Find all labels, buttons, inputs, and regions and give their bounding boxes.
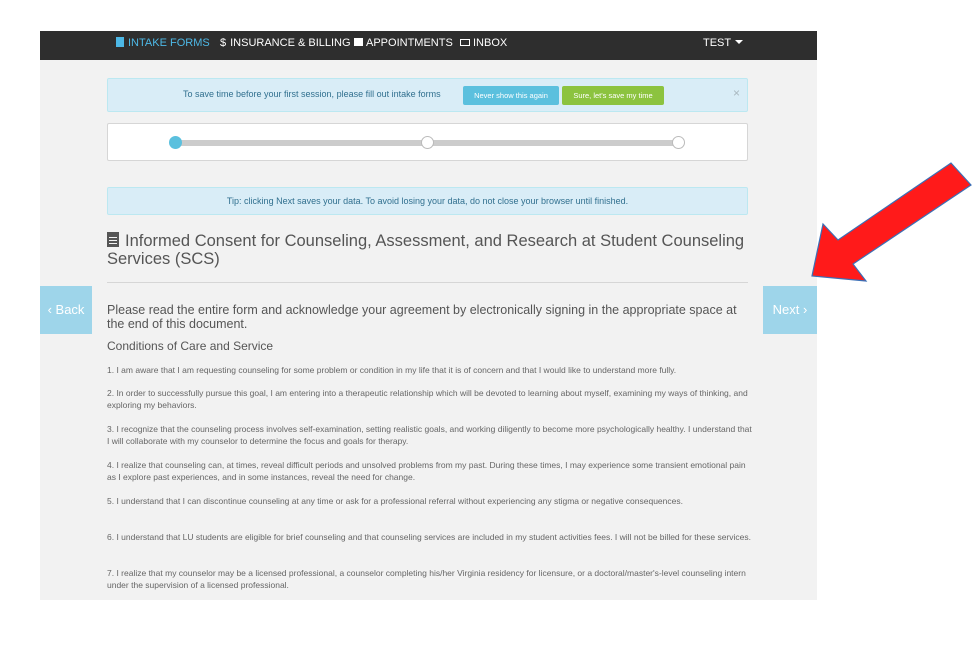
intake-alert <box>107 78 748 112</box>
envelope-icon <box>460 39 470 46</box>
nav-inbox[interactable] <box>460 31 507 60</box>
save-time-button[interactable]: Sure, let's save my time <box>562 86 664 105</box>
back-button[interactable]: ‹ Back <box>40 286 92 334</box>
nav-intake-forms[interactable] <box>116 31 210 60</box>
nav-intake-forms-label: INTAKE FORMS <box>128 37 210 49</box>
calendar-icon <box>354 38 363 46</box>
clause-5: 5. I understand that I can discontinue counseling at any time or ask for a professional referral without experiencing any stigma or negative consequences. <box>107 496 683 506</box>
user-menu-label: TEST <box>703 37 732 49</box>
form-intro: Please read the entire form and acknowledge your agreement by electronically signing in the appropriate space at the end of this document. <box>107 303 737 331</box>
section-heading: Conditions of Care and Service <box>107 339 274 353</box>
next-button[interactable]: Next › <box>763 286 817 334</box>
nav-inbox-label: INBOX <box>473 37 508 49</box>
close-icon[interactable]: × <box>732 86 740 100</box>
never-show-button[interactable]: Never show this again <box>463 86 559 105</box>
clause-2: 2. In order to successfully pursue this goal, I am entering into a therapeutic relationship which will be devoted to learning about myself, examining my ways of thinking, and exploring my behaviors. <box>107 388 748 410</box>
document-icon <box>116 37 124 47</box>
tip-banner: Tip: clicking Next saves your data. To avoid losing your data, do not close your browser until finished. <box>107 187 748 215</box>
step-3-dot[interactable] <box>672 136 685 149</box>
clause-1: 1. I am aware that I am requesting counseling for some problem or condition in my life that it is of concern and that I would like to understand more fully. <box>107 365 677 375</box>
progress-stepper <box>107 123 748 161</box>
document-icon <box>107 232 119 247</box>
alert-text: To save time before your first session, please fill out intake forms <box>183 89 441 99</box>
page-title <box>107 232 752 268</box>
nav-appointments[interactable] <box>354 31 453 60</box>
clause-6: 6. I understand that LU students are eligible for brief counseling and that counseling services are included in my student activities fees. I will not be billed for these services. <box>107 532 751 542</box>
nav-insurance-label: INSURANCE & BILLING <box>230 37 351 49</box>
step-2-dot[interactable] <box>421 136 434 149</box>
clause-3: 3. I recognize that the counseling process involves self-examination, setting realistic goals, and working diligently to become more psychologically healthy. I understand that I will collaborate with my counselor to determine the focus and goals for therapy. <box>107 424 752 446</box>
clause-7: 7. I realize that my counselor may be a licensed professional, a counselor completing his/her Virginia residency for licensure, or a doctoral/master's-level counseling intern under the supervision of a licensed professional. <box>107 568 746 590</box>
user-menu[interactable] <box>703 31 743 60</box>
step-1-dot[interactable] <box>169 136 182 149</box>
caret-down-icon <box>735 40 743 44</box>
top-navbar <box>40 31 817 60</box>
dollar-icon: $ <box>220 37 227 49</box>
page-title-text: Informed Consent for Counseling, Assessment, and Research at Student Counseling Services (SCS) <box>107 232 745 268</box>
nav-insurance-billing[interactable] <box>220 31 351 60</box>
clause-4: 4. I realize that counseling can, at times, reveal difficult periods and unsolved problems from my past. During these times, I may experience some transient emotional pain as I explore past experiences, and in some instances, reveal the need for change. <box>107 460 746 482</box>
nav-appointments-label: APPOINTMENTS <box>366 37 453 49</box>
arrow-shape <box>812 163 971 281</box>
app-frame <box>40 31 817 600</box>
divider <box>107 282 748 283</box>
